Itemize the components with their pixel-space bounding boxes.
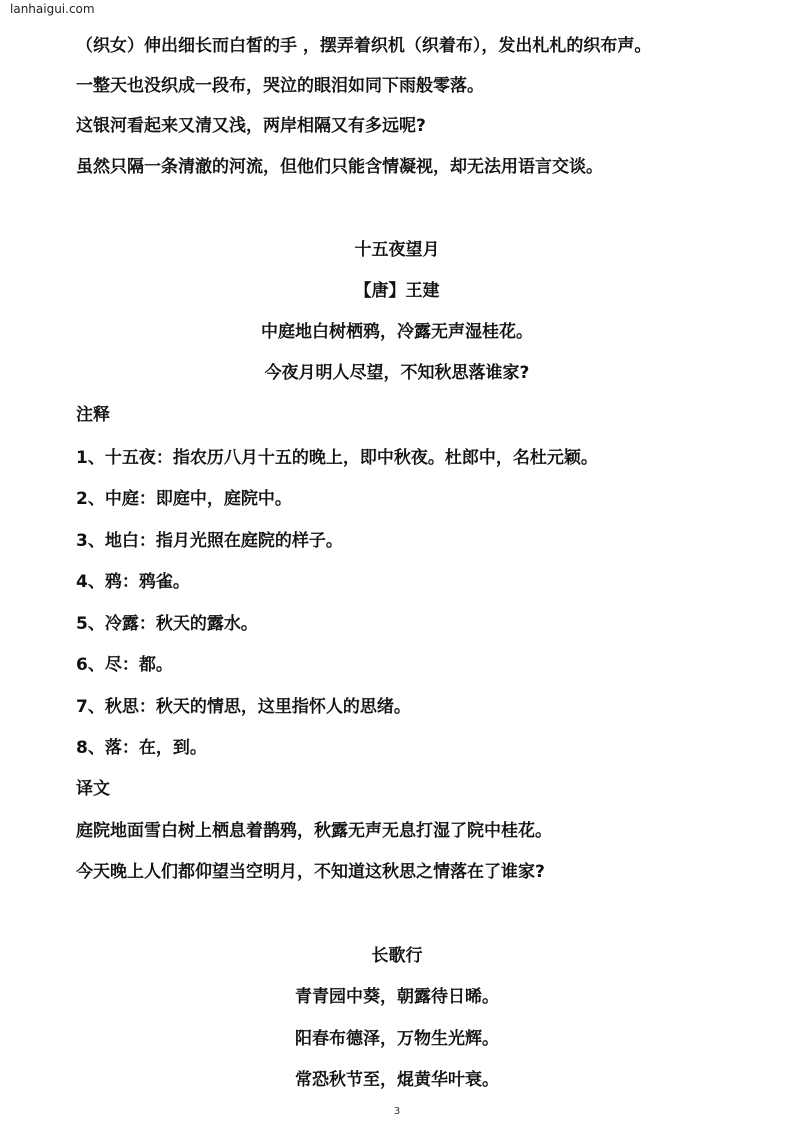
- intro-line: 一整天也没织成一段布，哭泣的眼泪如同下雨般零落。: [76, 76, 484, 96]
- poem1-title: 十五夜望月: [354, 240, 440, 260]
- note-item: 8、落：在，到。: [76, 738, 207, 758]
- poem1-line: 今夜月明人尽望，不知秋思落谁家?: [264, 363, 530, 383]
- translation-heading: 译文: [76, 779, 110, 799]
- site-watermark: lanhaigui.com: [10, 2, 95, 16]
- poem2-line: 阳春布德泽，万物生光辉。: [295, 1029, 499, 1049]
- intro-line: （织女）伸出细长而白皙的手 ，摆弄着织机（织着布），发出札札的织布声。: [76, 36, 652, 56]
- note-item: 6、尽：都。: [76, 655, 173, 675]
- note-item: 1、十五夜：指农历八月十五的晚上，即中秋夜。杜郎中，名杜元颖。: [76, 448, 598, 468]
- translation-line: 今天晚上人们都仰望当空明月，不知道这秋思之情落在了谁家?: [76, 862, 545, 882]
- intro-line: 这银河看起来又清又浅，两岸相隔又有多远呢?: [76, 116, 426, 136]
- note-item: 4、鸦：鸦雀。: [76, 572, 190, 592]
- page-number: 3: [393, 1106, 401, 1117]
- poem2-line: 常恐秋节至，焜黄华叶衰。: [295, 1070, 499, 1090]
- note-item: 3、地白：指月光照在庭院的样子。: [76, 531, 343, 551]
- poem1-author: 【唐】王建: [354, 281, 440, 301]
- poem2-title: 长歌行: [371, 946, 423, 966]
- note-item: 5、冷露：秋天的露水。: [76, 614, 258, 634]
- translation-line: 庭院地面雪白树上栖息着鹊鸦，秋露无声无息打湿了院中桂花。: [76, 821, 552, 841]
- poem2-line: 青青园中葵，朝露待日晞。: [295, 987, 499, 1007]
- intro-line: 虽然只隔一条清澈的河流，但他们只能含情凝视，却无法用语言交谈。: [76, 157, 603, 177]
- notes-heading: 注释: [76, 405, 110, 425]
- poem1-line: 中庭地白树栖鸦，冷露无声湿桂花。: [261, 322, 533, 342]
- note-item: 7、秋思：秋天的情思，这里指怀人的思绪。: [76, 697, 411, 717]
- note-item: 2、中庭：即庭中，庭院中。: [76, 489, 292, 509]
